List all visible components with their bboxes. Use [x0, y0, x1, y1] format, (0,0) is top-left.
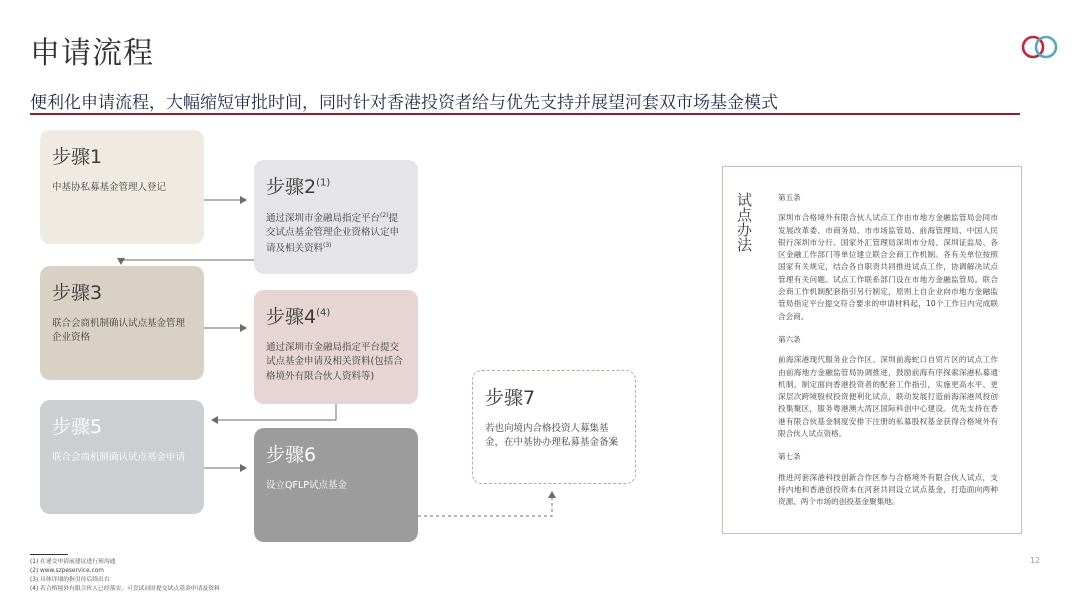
subtitle-divider	[30, 113, 1020, 115]
article-5-heading: 第五条	[778, 193, 801, 202]
brand-logo-icon	[1018, 32, 1062, 62]
step-6-card	[254, 428, 418, 542]
pilot-measures-label: 试点办法	[735, 192, 753, 252]
page-number: 12	[1030, 556, 1041, 565]
step-3-card	[40, 266, 204, 380]
pilot-measures-content	[778, 192, 998, 520]
article-5-body: 深圳市合格境外有限合伙人试点工作由市地方金融监管局会同市发展改革委、市商务局、市市场监管局、前海管理局、中国人民银行深圳市分行、国家外汇管理局深圳市分局、深圳证监局、各区金融工作部门等单位建立联合会商工作机制。各有关单位按照国家有关规定，结合各自职责共同推进试点工作，协调解决试点管理有关问题。试点工作联系部门设在市地方金融监管局。联合会商工作机制配套指引另行制定，原则上自企业向市地方金融监管局指定平台提交符合要求的申请材料起，10个工作日内完成联合会商。	[778, 213, 998, 321]
step-3-description: 联合会商机制确认试点基金管理企业资格	[52, 318, 186, 344]
step-5-card	[40, 400, 204, 514]
step-2-card	[254, 160, 418, 274]
step-2-footnote-ref: (1)	[316, 177, 331, 189]
step-6-description: 设立QFLP试点基金	[266, 480, 347, 491]
footnotes	[30, 558, 220, 594]
footnote-1: (1) 在递交申请前建议进行预沟通	[30, 559, 116, 565]
footnote-4: (4) 若合格境外有限合伙人已经落实，可尝试同时提交试点基金申请及资料	[30, 585, 220, 592]
step-7-title: 步骤7	[485, 387, 536, 409]
step-6-title: 步骤6	[266, 444, 317, 466]
step-1-description: 中基协私募基金管理人登记	[52, 182, 167, 193]
page-title: 申请流程	[30, 36, 154, 71]
step-1-title: 步骤1	[52, 146, 103, 168]
step-7-description: 若也向境内合格投资人募集基金，在中基协办理私募基金备案	[485, 423, 619, 449]
article-7-body: 推进河套深港科技创新合作区参与合格境外有限合伙人试点，支持内地和香港创投资本在河套共同设立试点基金，打造面向两种资源、两个市场的创投基金聚集地。	[778, 472, 998, 507]
step-5-title: 步骤5	[52, 416, 103, 438]
step-4-description: 通过深圳市金融局指定平台提交试点基金申请及相关资料(包括合格境外有限合伙人资料等)	[266, 342, 403, 382]
footnote-2: (2) www.szpeservice.com	[30, 567, 104, 574]
step-2-title: 步骤2$^{(1)}$	[266, 176, 331, 198]
connector-4-5	[212, 404, 336, 420]
footnote-divider	[30, 554, 68, 555]
step-5-description: 联合会商机制确认试点基金申请	[52, 452, 186, 463]
article-6-heading: 第六条	[778, 334, 801, 344]
step-4-card	[254, 290, 418, 404]
page-subtitle: 便利化申请流程，大幅缩短审批时间，同时针对香港投资者给与优先支持并展望河套双市场基金模式	[30, 93, 778, 113]
step-4-footnote-ref: (4)	[316, 307, 331, 319]
footnote-3: (3) 具体详细的指引待后续出台	[30, 576, 110, 583]
article-7-heading: 第七条	[778, 452, 801, 462]
step-3-title: 步骤3	[52, 282, 103, 304]
step-7-card	[472, 370, 636, 484]
step-2-description: 通过深圳市金融局指定平台$^{(2)}$提交试点基金管理企业资格认定申请及相关资料$^{(3)}$	[266, 212, 400, 254]
article-6-body: 前海深港现代服务业合作区、深圳前海蛇口自贸片区的试点工作由前海地方金融监管局协调推进，鼓励前海有序探索深港私募通机制，制定面向香港投资者的配套工作指引，实施更高水平、更深层次跨境股权投资便利化试点，联动发展打造前海深港风投创投集聚区，服务粤港澳大湾区国际科创中心建设。优先支持在香港有限合伙基金制度安排下注册的私募股权基金获得合格境外有限合伙人试点资格。	[778, 355, 998, 439]
step-1-card	[40, 130, 204, 244]
connector-6-7	[418, 492, 552, 516]
step-4-title: 步骤4$^{(4)}$	[266, 306, 331, 328]
